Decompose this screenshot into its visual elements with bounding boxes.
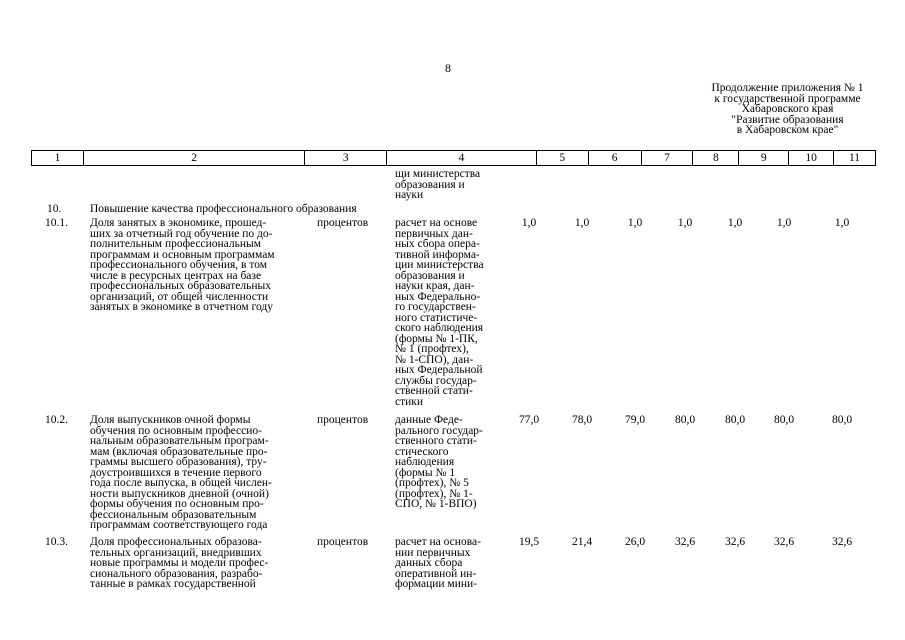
- value-cell: 32,6: [773, 536, 795, 548]
- source-line: № 1 (профтех),: [395, 343, 469, 355]
- name-line: ности выпускников дневной (очной): [90, 487, 269, 500]
- name-line: программам соответствующего года: [90, 519, 268, 531]
- source-line: щи министерства: [395, 168, 481, 180]
- source-line: (формы № 1: [395, 466, 456, 479]
- value-cell: 1,0: [727, 217, 743, 229]
- name-line: новые программы и модели профес-: [90, 557, 269, 569]
- source-line: ных Федерально-: [395, 290, 481, 303]
- name-line: граммы высшего образования), тру-: [90, 456, 267, 468]
- value-cell: 32,6: [724, 536, 746, 548]
- source-line: службы государ-: [395, 374, 477, 387]
- source-line: № 1-СПО), дан-: [395, 353, 474, 366]
- source-line: (профтех), № 5: [395, 477, 469, 489]
- name-line: профессиональных образовательных: [90, 280, 271, 292]
- name-line: обучения по основным профессио-: [90, 424, 263, 437]
- row-number: 10.1.: [45, 217, 68, 229]
- source-line: данных сбора: [395, 557, 463, 569]
- indicator-name: [90, 537, 268, 590]
- section-number: 10.: [47, 203, 62, 215]
- name-line: полнительным профессиональным: [90, 238, 262, 250]
- header-cell: 10: [789, 151, 834, 165]
- value-cell: 21,4: [571, 536, 593, 548]
- source-line: стики: [395, 395, 424, 408]
- header-cell: 1: [32, 151, 84, 165]
- name-line: Доля выпускников очной формы: [90, 414, 251, 426]
- header-cell: 6: [589, 151, 642, 165]
- source-line: (профтех), № 1-: [395, 487, 473, 500]
- source-line: нии первичных: [395, 546, 471, 559]
- table-header-row: [31, 150, 876, 166]
- value-cell: 80,0: [831, 414, 853, 426]
- data-source: [395, 218, 484, 407]
- data-source: [395, 537, 481, 590]
- header-cell: 5: [537, 151, 589, 165]
- unit: процентов: [317, 414, 369, 426]
- annex-line: "Развитие образования: [731, 113, 844, 126]
- name-line: ших за отчетный год обучение по до-: [90, 227, 273, 240]
- source-line: расчет на основе: [395, 217, 478, 229]
- value-cell: 1,0: [521, 217, 537, 229]
- row-number: 10.3.: [45, 536, 68, 548]
- indicator-name: [90, 218, 275, 313]
- value-cell: 80,0: [674, 414, 696, 426]
- value-cell: 32,6: [674, 536, 696, 548]
- header-cell: 2: [84, 151, 305, 165]
- header-cell: 3: [305, 151, 387, 165]
- value-cell: 1,0: [776, 217, 792, 229]
- value-cell: 80,0: [773, 414, 795, 426]
- name-line: организаций, от общей численности: [90, 290, 269, 303]
- source-line: оперативной ин-: [395, 567, 477, 580]
- source-line: формации мини-: [395, 578, 477, 590]
- name-line: программам и основным программам: [90, 248, 275, 261]
- annex-heading: [690, 83, 885, 136]
- name-line: мам (включая образовательные про-: [90, 445, 268, 458]
- annex-line: к государственной программе: [714, 92, 861, 105]
- unit: процентов: [317, 217, 369, 229]
- source-line: науки края, дан-: [395, 280, 475, 292]
- name-line: танные в рамках государственной: [90, 578, 256, 590]
- header-cell: 4: [387, 151, 537, 165]
- annex-line: в Хабаровском крае": [736, 124, 839, 136]
- source-line: данные Феде-: [395, 414, 463, 426]
- name-line: года после выпуска, в общей числен-: [90, 477, 272, 489]
- name-line: занятых в экономике в отчетном году: [90, 301, 273, 313]
- source-line: науки: [395, 189, 424, 201]
- annex-line: Продолжение приложения № 1: [711, 82, 864, 94]
- unit: процентов: [317, 536, 369, 548]
- source-line: ных сбора опера-: [395, 238, 480, 250]
- name-line: числе в ресурсных центрах на базе: [90, 269, 262, 282]
- source-line: СПО, № 1-ВПО): [395, 498, 477, 510]
- value-cell: 1,0: [574, 217, 590, 229]
- source-line: расчет на основа-: [395, 536, 481, 548]
- data-source: [395, 415, 483, 510]
- row-number: 10.2.: [45, 414, 68, 426]
- source-line: ственной стати-: [395, 385, 473, 397]
- name-line: тельных организаций, внедривших: [90, 546, 262, 559]
- name-line: Доля профессиональных образова-: [90, 536, 262, 548]
- name-line: формы обучения по основным про-: [90, 498, 264, 510]
- source-line: тивной информа-: [395, 248, 480, 261]
- source-line: (формы № 1-ПК,: [395, 332, 478, 345]
- section-title: Повышение качества профессионального образования: [90, 203, 357, 215]
- value-cell: 77,0: [518, 414, 540, 426]
- source-line: первичных дан-: [395, 227, 473, 240]
- annex-line: Хабаровского края: [741, 103, 834, 115]
- value-cell: 1,0: [834, 217, 850, 229]
- page-number: 8: [445, 61, 451, 75]
- source-line: стического: [395, 445, 449, 458]
- source-line: рального государ-: [395, 424, 483, 437]
- value-cell: 1,0: [627, 217, 643, 229]
- header-cell: 11: [848, 152, 861, 164]
- header-cell: 9: [739, 151, 789, 165]
- source-line: ского наблюдения: [395, 322, 484, 334]
- header-cell: 8: [693, 151, 739, 165]
- value-cell: 79,0: [624, 414, 646, 426]
- source-line: го государствен-: [395, 301, 476, 313]
- value-cell: 19,5: [518, 536, 540, 548]
- name-line: сионального образования, разрабо-: [90, 567, 263, 580]
- name-line: нальным образовательным програм-: [90, 435, 269, 447]
- header-cell: 7: [642, 151, 694, 165]
- value-cell: 80,0: [724, 414, 746, 426]
- source-line: ного статистиче-: [395, 311, 478, 324]
- name-line: доустроившихся в течение первого: [90, 466, 262, 479]
- source-line: ственного стати-: [395, 435, 477, 447]
- continuation-source: [395, 169, 480, 201]
- value-cell: 26,0: [624, 536, 646, 548]
- value-cell: 1,0: [677, 217, 693, 229]
- name-line: профессионального обучения, в том: [90, 259, 268, 271]
- indicator-name: [90, 415, 272, 531]
- source-line: образования и: [395, 178, 465, 191]
- name-line: фессиональным образовательным: [90, 508, 257, 521]
- value-cell: 32,6: [831, 536, 853, 548]
- value-cell: 78,0: [571, 414, 593, 426]
- source-line: ных Федеральной: [395, 364, 483, 376]
- name-line: Доля занятых в экономике, прошед-: [90, 217, 267, 229]
- source-line: наблюдения: [395, 456, 455, 468]
- source-line: ции министерства: [395, 259, 484, 271]
- source-line: образования и: [395, 269, 465, 282]
